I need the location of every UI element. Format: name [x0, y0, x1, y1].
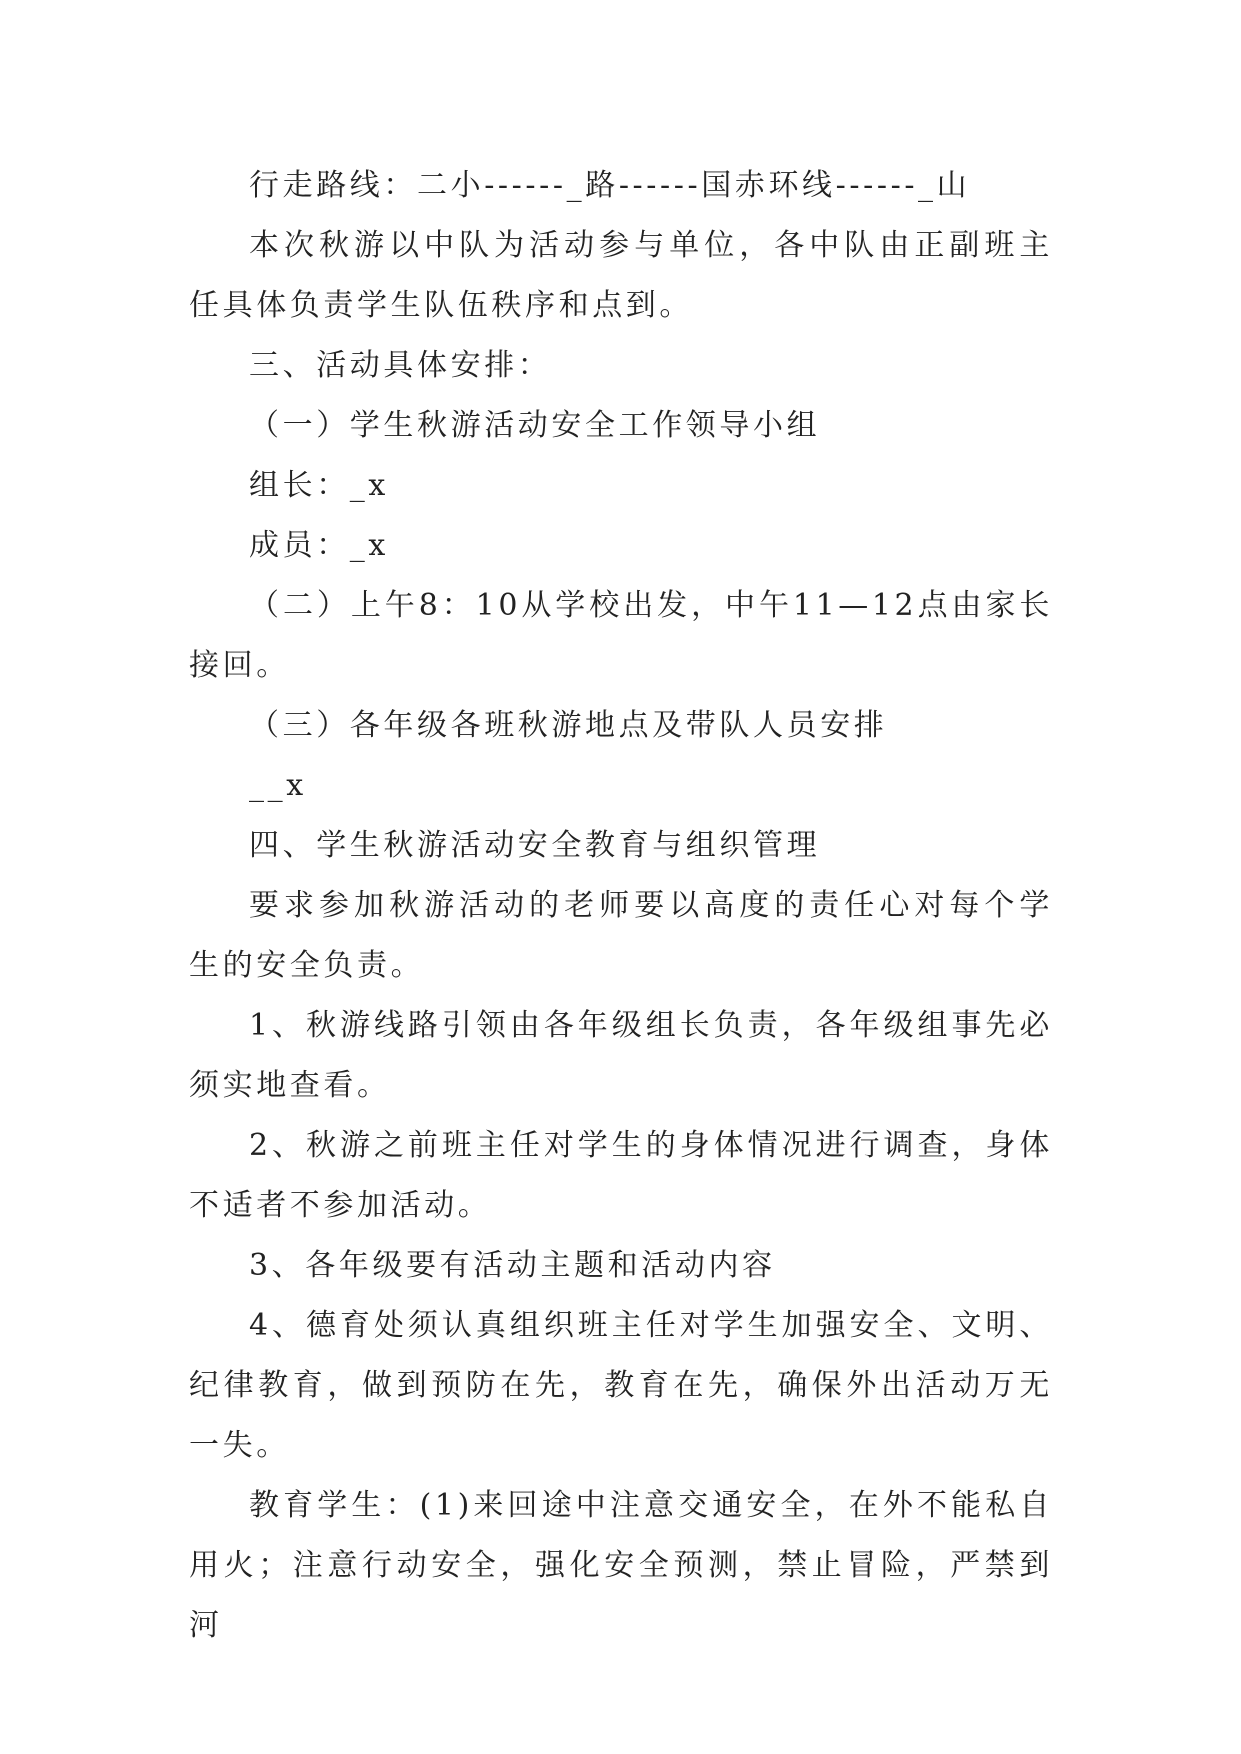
- subheading-leadership-group: （一）学生秋游活动安全工作领导小组: [249, 408, 821, 443]
- paragraph-unit: 本次秋游以中队为活动参与单位，各中队由正副班主任具体负责学生队伍秩序和点到。: [189, 228, 1053, 323]
- heading-safety-education: 四、学生秋游活动安全教育与组织管理: [249, 828, 821, 863]
- list-item-1: 1、秋游线路引领由各年级组长负责，各年级组事先必须实地查看。: [189, 1008, 1053, 1103]
- subheading-schedule: （二）上午8：10从学校出发，中午11—12点由家长接回。: [189, 588, 1053, 683]
- list-item-3: 3、各年级要有活动主题和活动内容: [249, 1248, 776, 1283]
- heading-activity-arrangement: 三、活动具体安排：: [249, 348, 552, 383]
- paragraph-teacher-requirement: 要求参加秋游活动的老师要以高度的责任心对每个学生的安全负责。: [189, 888, 1053, 983]
- paragraph-placeholder: __x: [249, 768, 307, 803]
- document-body: [189, 156, 1053, 1656]
- paragraph-route: 行走路线：二小------_路------国赤环线------_山: [249, 168, 971, 203]
- list-item-4: 4、德育处须认真组织班主任对学生加强安全、文明、纪律教育，做到预防在先，教育在先，确保外出活动万无一失。: [189, 1308, 1053, 1463]
- paragraph-group-leader: 组长：_x: [249, 468, 389, 503]
- list-item-2: 2、秋游之前班主任对学生的身体情况进行调查，身体不适者不参加活动。: [189, 1128, 1053, 1223]
- paragraph-members: 成员：_x: [249, 528, 389, 563]
- paragraph-student-education: 教育学生：(1)来回途中注意交通安全，在外不能私自用火；注意行动安全，强化安全预测，禁止冒险，严禁到河: [189, 1488, 1053, 1643]
- subheading-locations: （三）各年级各班秋游地点及带队人员安排: [249, 708, 888, 743]
